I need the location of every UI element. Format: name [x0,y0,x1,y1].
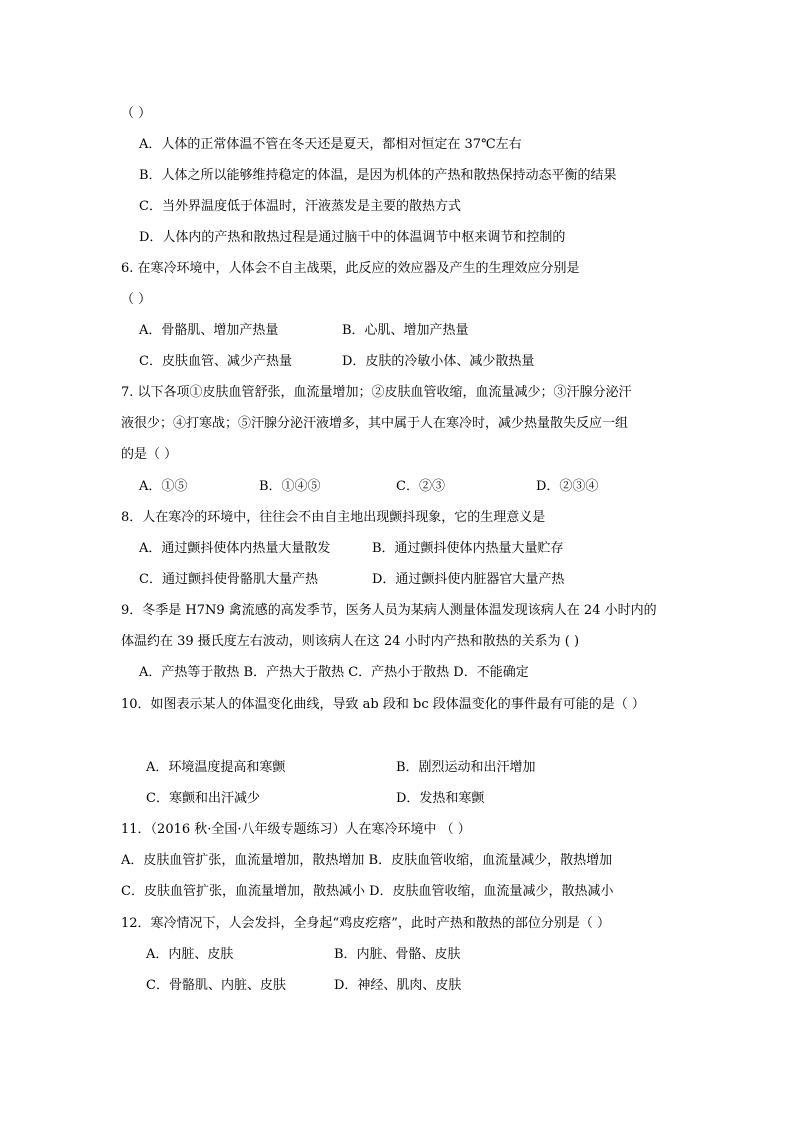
q6-answer-paren: （ ） [121,292,152,307]
q10-option-d: D．发热和寒颤 [396,791,485,806]
q10-option-c: C．寒颤和出汗减少 [146,791,260,806]
q7-stem-line3: 的是（ ） [121,447,178,462]
q7-option-a: A．①⑤ [139,479,188,494]
q12-option-b: B．内脏、骨骼、皮肤 [334,947,461,962]
q6-option-b: B．心肌、增加产热量 [342,323,469,338]
q7-stem-line1: 7. 以下各项①皮肤血管舒张，血流量增加；②皮肤血管收缩，血流量减少；③汗腺分泌汗 [121,385,632,400]
q8-stem: 8．人在寒冷的环境中，往往会不由自主地出现颤抖现象，它的生理意义是 [121,510,546,525]
q10-option-b: B．剧烈运动和出汗增加 [396,760,536,775]
q5-option-a: A．人体的正常体温不管在冬天还是夏天，都相对恒定在 37℃左右 [139,137,522,152]
q10-stem: 10．如图表示某人的体温变化曲线，导致 ab 段和 bc 段体温变化的事件最有可能的是（ ） [121,697,645,712]
q7-option-d: D．②③④ [536,479,599,494]
q7-option-c: C．②③ [396,479,445,494]
q8-option-c: C．通过颤抖使骨骼肌大量产热 [139,572,318,587]
q11-options-cd: C．皮肤血管扩张，血流量增加，散热减小 D．皮肤血管收缩，血流量减少，散热减小 [121,884,614,899]
q6-option-a: A．骨骼肌、增加产热量 [139,323,279,338]
q5-option-b: B．人体之所以能够维持稳定的体温，是因为机体的产热和散热保持动态平衡的结果 [139,168,617,183]
q9-stem-line2: 体温约在 39 摄氏度左右波动，则该病人在这 24 小时内产热和散热的关系为 ( ) [121,634,580,649]
q8-option-a: A．通过颤抖使体内热量大量散发 [139,541,331,556]
q7-stem-line2: 液很少；④打寒战；⑤汗腺分泌汗液增多，其中属于人在寒冷时，减少热量散失反应一组 [121,416,629,431]
q7-option-b: B．①④⑤ [259,479,321,494]
q9-options: A．产热等于散热 B．产热大于散热 C．产热小于散热 D．不能确定 [139,665,529,680]
q12-option-d: D．神经、肌肉、皮肤 [334,978,462,993]
q8-option-d: D．通过颤抖使内脏器官大量产热 [372,572,565,587]
q10-option-a: A．环境温度提高和寒颤 [146,760,286,775]
q12-stem: 12．寒冷情况下，人会发抖，全身起“鸡皮疙瘩”，此时产热和散热的部位分别是（ ） [121,916,610,931]
q12-option-a: A．内脏、皮肤 [146,947,234,962]
q6-option-c: C．皮肤血管、减少产热量 [139,354,292,369]
q12-option-c: C．骨骼肌、内脏、皮肤 [146,978,286,993]
q6-option-d: D．皮肤的冷敏小体、减少散热量 [342,354,535,369]
q6-stem: 6. 在寒冷环境中，人体会不自主战栗，此反应的效应器及产生的生理效应分别是 [121,261,580,276]
q11-options-ab: A．皮肤血管扩张，血流量增加，散热增加 B．皮肤血管收缩，血流量减少，散热增加 [121,853,613,868]
q8-option-b: B．通过颤抖使体内热量大量贮存 [372,541,564,556]
q5-option-d: D．人体内的产热和散热过程是通过脑干中的体温调节中枢来调节和控制的 [139,230,566,245]
q5-option-c: C．当外界温度低于体温时，汗液蒸发是主要的散热方式 [139,199,461,214]
q9-stem-line1: 9．冬季是 H7N9 禽流感的高发季节，医务人员为某病人测量体温发现该病人在 24 小时内的 [121,603,657,618]
q11-stem: 11．（2016 秋·全国·八年级专题练习）人在寒冷环境中 （ ） [121,822,471,837]
q5-answer-paren: （ ） [121,106,152,121]
